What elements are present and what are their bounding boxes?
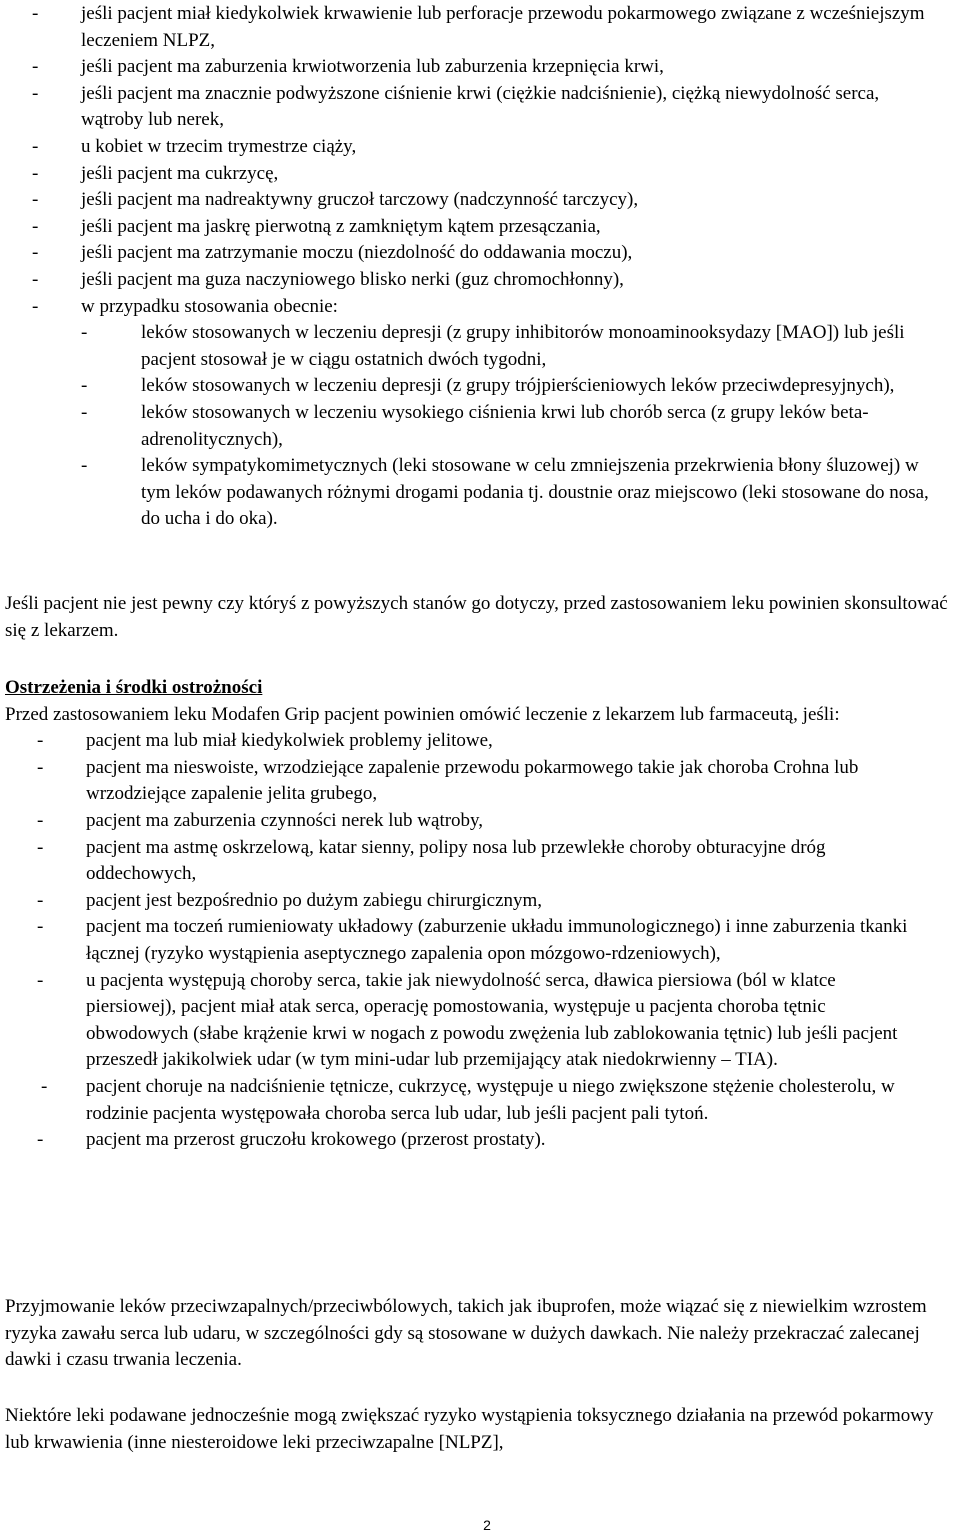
list-item-text: jeśli pacjent ma zaburzenia krwiotworzenia lub zaburzenia krzepnięcia krwi, bbox=[81, 56, 664, 78]
list-item-text: u pacjenta występują choroby serca, takie jak niewydolność serca, dławica piersiowa (ból w klatce piersiowej), pacjent miał atak serca, operację pomostowania, występuje u pacjenta choroba tętnic obwodowych (słabe krążenie krwi w nogach z powodu zwężenia lub zablokowania tętnic) lub jeśli pacjent przeszedł jakikolwiek udar (w tym mini-udar lub przemijający atak niedokrwienny – TIA). bbox=[86, 969, 898, 1071]
list-item bbox=[0, 161, 960, 188]
sub-list-item-text: leków stosowanych w leczeniu depresji (z grupy inhibitorów monoaminooksydazy [MAO]) lub jeśli pacjent stosował je w ciągu ostatnich dwóch tygodni, bbox=[141, 322, 905, 370]
sub-list-item bbox=[81, 400, 932, 453]
dash-bullet: - bbox=[37, 836, 44, 858]
list-item-text: pacjent ma nieswoiste, wrzodziejące zapalenie przewodu pokarmowego takie jak choroba Crohna lub wrzodziejące zapalenie jelita grubego, bbox=[86, 756, 859, 805]
dash-bullet: - bbox=[81, 322, 88, 344]
warnings-section bbox=[5, 675, 955, 1154]
warnings-list bbox=[5, 728, 955, 1154]
sub-list-item bbox=[81, 373, 932, 400]
list-item-text: w przypadku stosowania obecnie: bbox=[81, 295, 338, 317]
list-item-text: jeśli pacjent ma zatrzymanie moczu (niezdolność do oddawania moczu), bbox=[81, 242, 633, 264]
dash-bullet: - bbox=[37, 730, 44, 752]
contraindications-list bbox=[0, 0, 960, 533]
list-item bbox=[5, 914, 955, 967]
list-item bbox=[0, 294, 960, 533]
dash-bullet: - bbox=[32, 82, 39, 104]
dash-bullet: - bbox=[81, 375, 88, 397]
sub-list-item-text: leków sympatykomimetycznych (leki stosowane w celu zmniejszenia przekrwienia błony śluzowej) w tym leków podawanych różnymi drogami podania tj. doustnie oraz miejscowo (leki stosowane do nosa, do ucha i do oka). bbox=[141, 455, 929, 530]
dash-bullet: - bbox=[32, 215, 39, 237]
dash-bullet: - bbox=[37, 889, 44, 911]
dash-bullet: - bbox=[81, 401, 88, 423]
list-item bbox=[5, 1127, 955, 1154]
list-item bbox=[5, 808, 955, 835]
list-item-text: u kobiet w trzecim trymestrze ciąży, bbox=[81, 135, 357, 157]
dash-bullet: - bbox=[32, 3, 39, 24]
list-item-text: jeśli pacjent ma nadreaktywny gruczoł tarczowy (nadczynność tarczycy), bbox=[81, 189, 639, 211]
list-item-text: jeśli pacjent ma cukrzycę, bbox=[81, 162, 279, 184]
dash-bullet: - bbox=[32, 295, 39, 317]
list-item-text: jeśli pacjent miał kiedykolwiek krwawienie lub perforacje przewodu pokarmowego związane z wcześniejszym leczeniem NLPZ, bbox=[81, 3, 925, 51]
list-item bbox=[0, 81, 960, 134]
interaction-paragraph: Niektóre leki podawane jednocześnie mogą zwiększać ryzyko wystąpienia toksycznego działania na przewód pokarmowy lub krwawienia (inne niesteroidowe leki przeciwzapalne [NLPZ], bbox=[5, 1405, 934, 1453]
list-item-text: jeśli pacjent ma jaskrę pierwotną z zamkniętym kątem przesączania, bbox=[81, 215, 601, 237]
list-item-text: pacjent ma zaburzenia czynności nerek lub wątroby, bbox=[86, 809, 484, 831]
list-item bbox=[5, 755, 955, 808]
list-item-text: jeśli pacjent ma znacznie podwyższone ciśnienie krwi (ciężkie nadciśnienie), ciężką niewydolność serca, wątroby lub nerek, bbox=[81, 82, 880, 131]
dash-bullet: - bbox=[37, 809, 44, 831]
sub-list-item-text: leków stosowanych w leczeniu wysokiego ciśnienia krwi lub chorób serca (z grupy leków beta-adrenolitycznych), bbox=[141, 401, 869, 450]
list-item bbox=[0, 187, 960, 214]
list-item-text: pacjent ma astmę oskrzelową, katar sienny, polipy nosa lub przewlekłe choroby obturacyjne dróg oddechowych, bbox=[86, 836, 826, 885]
current-medications-sublist bbox=[81, 320, 932, 533]
dash-bullet: - bbox=[37, 916, 44, 938]
list-item bbox=[5, 1074, 955, 1127]
warnings-intro: Przed zastosowaniem leku Modafen Grip pacjent powinien omówić leczenie z lekarzem lub farmaceutą, jeśli: bbox=[5, 703, 840, 725]
list-item bbox=[0, 1, 960, 54]
dash-bullet: - bbox=[41, 1075, 48, 1097]
dash-bullet: - bbox=[81, 455, 88, 477]
sub-list-item bbox=[81, 453, 932, 533]
list-item bbox=[5, 835, 955, 888]
list-item-text: pacjent ma lub miał kiedykolwiek problemy jelitowe, bbox=[86, 730, 493, 752]
section-heading: Ostrzeżenia i środki ostrożności bbox=[5, 677, 263, 698]
consult-paragraph-block bbox=[5, 591, 955, 644]
page-number-text: 2 bbox=[483, 1517, 491, 1533]
list-item bbox=[0, 214, 960, 241]
list-item bbox=[5, 728, 955, 755]
list-item-text: pacjent ma toczeń rumieniowaty układowy (zaburzenie układu immunologicznego) i inne zaburzenia tkanki łącznej (ryzyko wystąpienia aseptycznego zapalenia opon mózgowo-rdzeniowych), bbox=[86, 916, 908, 964]
dash-bullet: - bbox=[32, 268, 39, 290]
dash-bullet: - bbox=[32, 162, 39, 184]
list-item bbox=[0, 267, 960, 294]
list-item bbox=[5, 888, 955, 915]
dash-bullet: - bbox=[37, 969, 44, 991]
dash-bullet: - bbox=[32, 56, 39, 78]
dash-bullet: - bbox=[32, 242, 39, 264]
interaction-paragraph-block bbox=[5, 1403, 955, 1456]
list-item-text: pacjent choruje na nadciśnienie tętnicze, cukrzycę, występuje u niego zwiększone stężenie cholesterolu, w rodzinie pacjenta występowała choroba serca lub udar, lub jeśli pacjent pali tytoń. bbox=[86, 1075, 895, 1124]
list-item-text: jeśli pacjent ma guza naczyniowego blisko nerki (guz chromochłonny), bbox=[81, 268, 624, 290]
page-number bbox=[0, 1516, 960, 1534]
dash-bullet: - bbox=[37, 756, 44, 778]
sub-list-item-text: leków stosowanych w leczeniu depresji (z grupy trójpierścieniowych leków przeciwdepresyjnych), bbox=[141, 375, 895, 397]
list-item-text: pacjent ma przerost gruczołu krokowego (przerost prostaty). bbox=[86, 1129, 546, 1151]
dash-bullet: - bbox=[37, 1129, 44, 1151]
list-item bbox=[5, 968, 955, 1074]
nsaid-paragraph-block bbox=[5, 1294, 955, 1374]
dash-bullet: - bbox=[32, 189, 39, 211]
dash-bullet: - bbox=[32, 135, 39, 157]
consult-paragraph: Jeśli pacjent nie jest pewny czy któryś z powyższych stanów go dotyczy, przed zastosowaniem leku powinien skonsultować się z lekarzem. bbox=[5, 593, 948, 641]
nsaid-paragraph: Przyjmowanie leków przeciwzapalnych/przeciwbólowych, takich jak ibuprofen, może wiązać się z niewielkim wzrostem ryzyka zawału serca lub udaru, w szczególności gdy są stosowane w dużych dawkach. Nie należy przekraczać zalecanej dawki i czasu trwania leczenia. bbox=[5, 1296, 927, 1371]
list-item bbox=[0, 54, 960, 81]
list-item bbox=[0, 134, 960, 161]
list-item bbox=[0, 240, 960, 267]
sub-list-item bbox=[81, 320, 932, 373]
list-item-text: pacjent jest bezpośrednio po dużym zabiegu chirurgicznym, bbox=[86, 889, 543, 911]
